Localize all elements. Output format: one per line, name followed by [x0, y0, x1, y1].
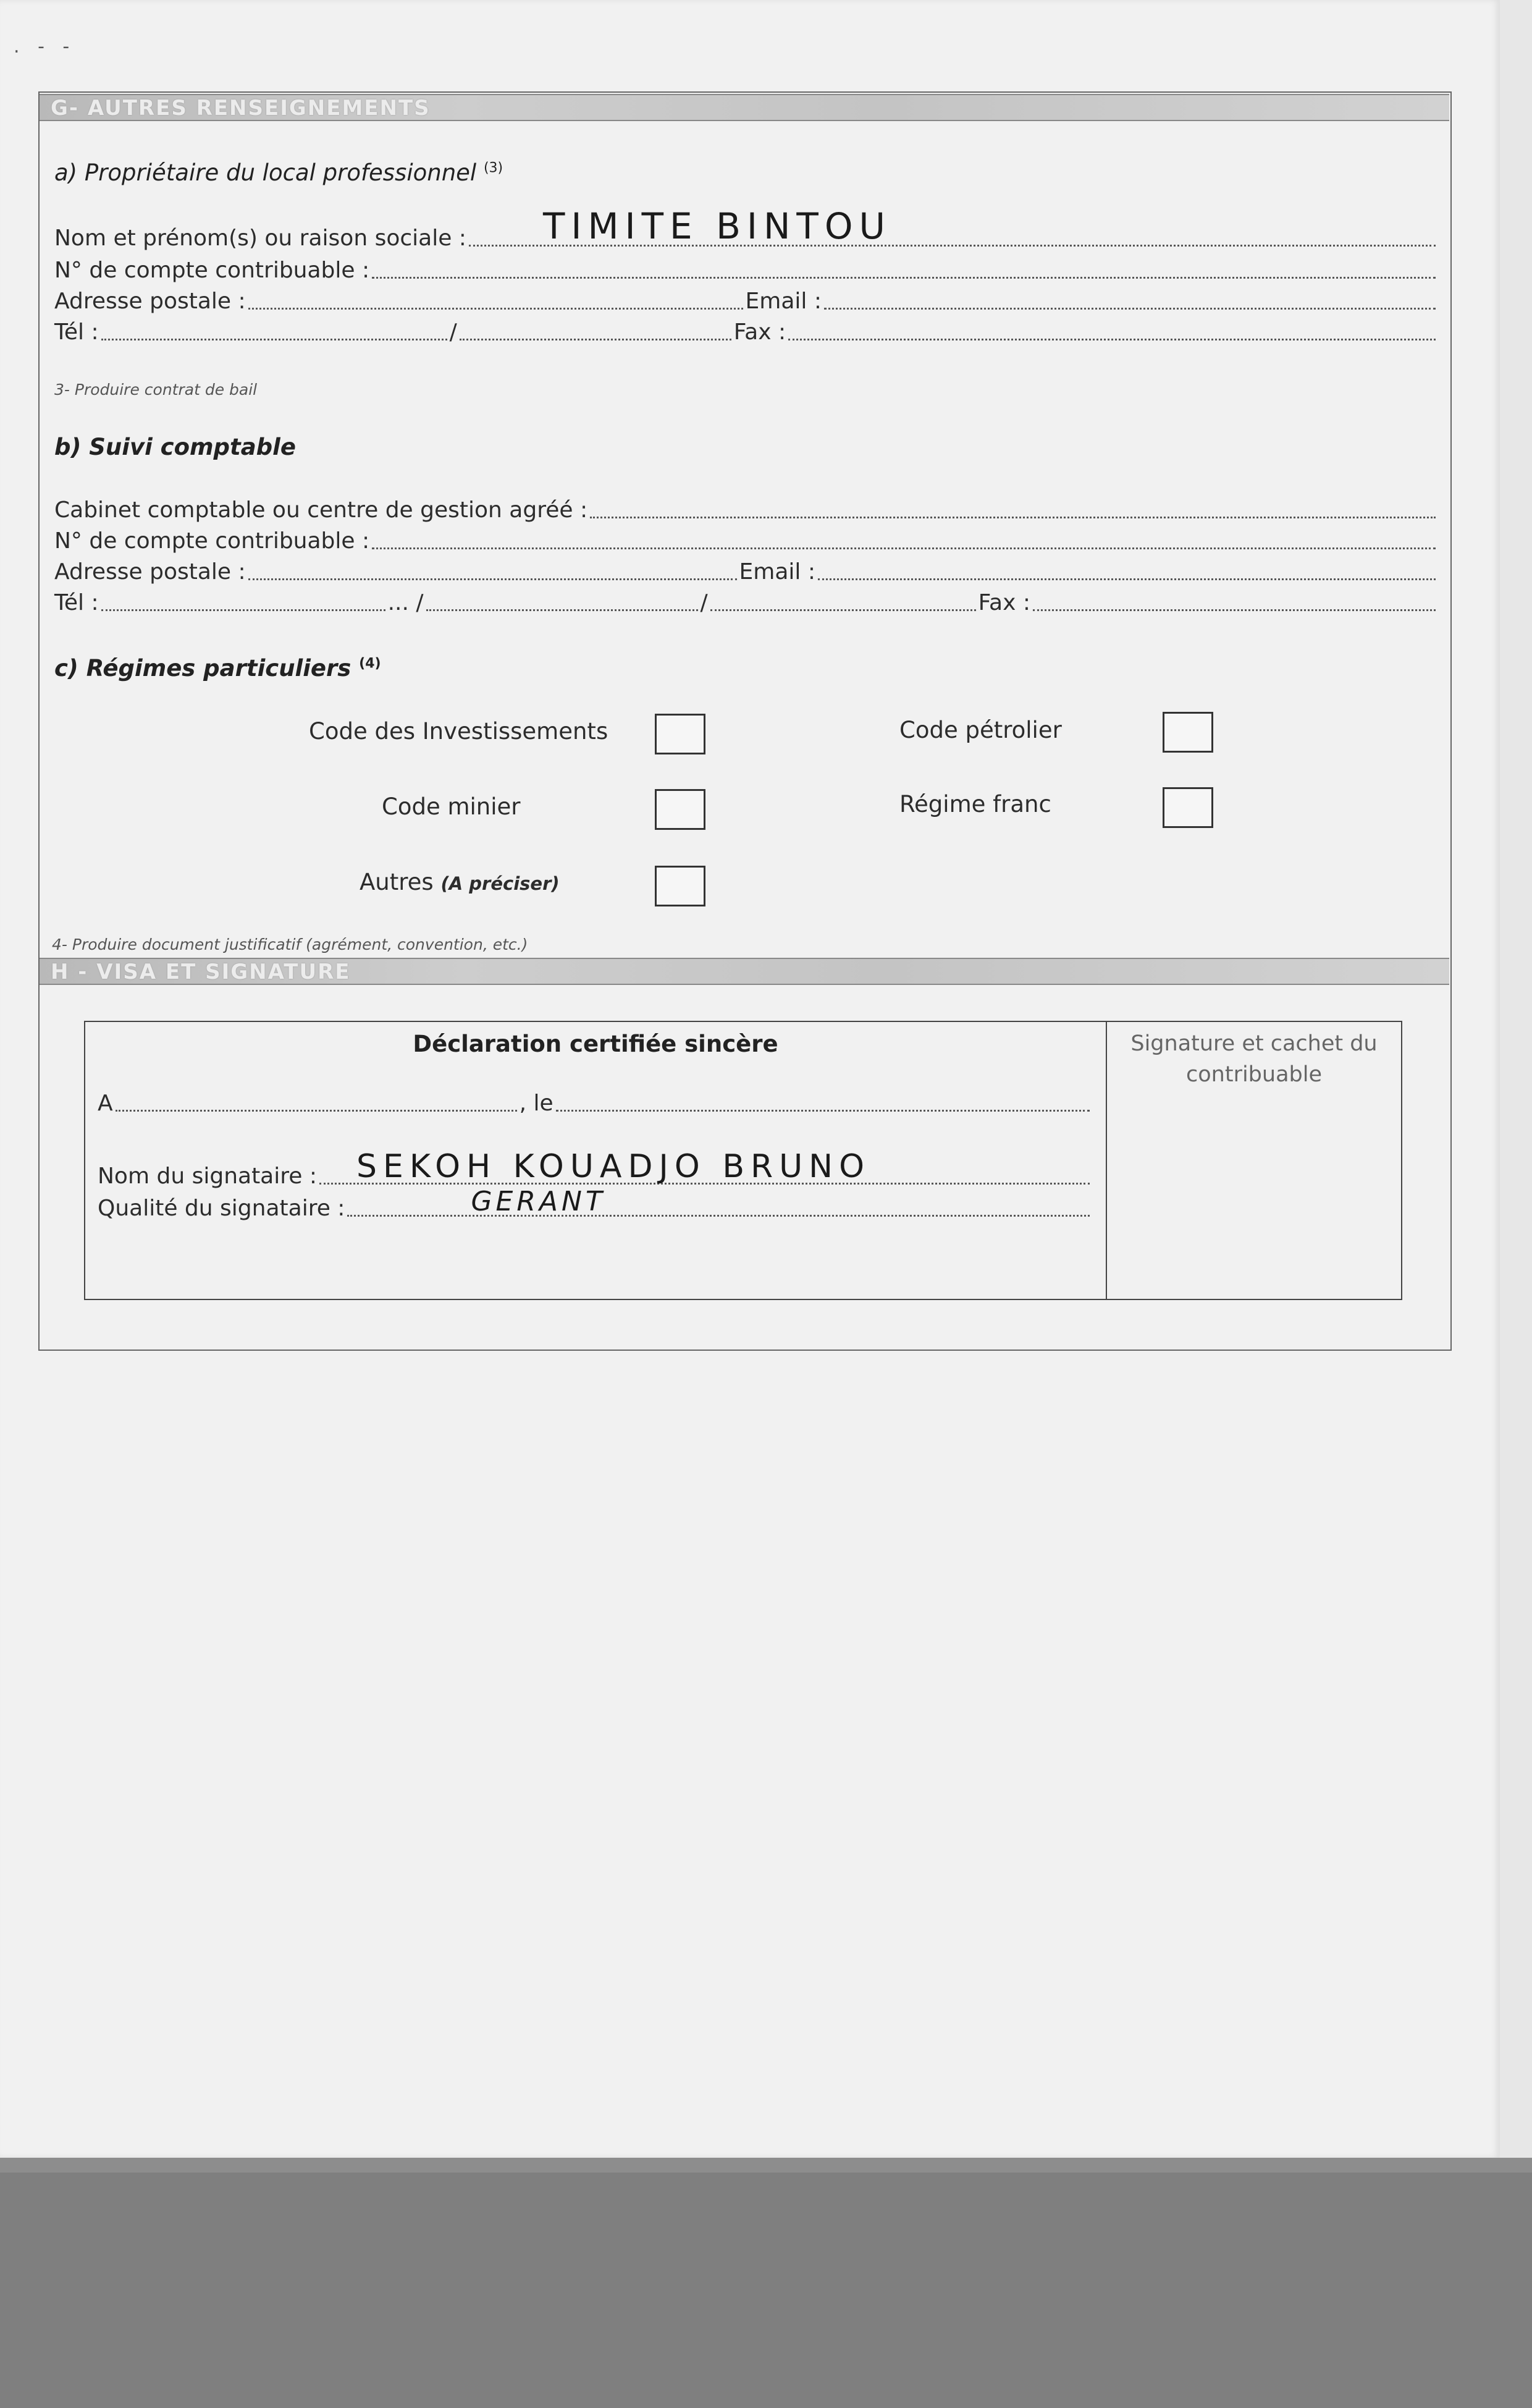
scan-shadow: [0, 2158, 1532, 2173]
owner-account-row: [54, 257, 1438, 284]
signatory-quality-value: GERANT: [471, 1186, 606, 1217]
owner-name-field[interactable]: [469, 205, 1436, 247]
accounting-address-row: [54, 559, 1438, 586]
owner-fax-label: Fax :: [733, 319, 786, 345]
owner-tel-field-2[interactable]: [460, 338, 731, 340]
owner-fax-field[interactable]: [788, 338, 1436, 340]
section-h-title: H - VISA ET SIGNATURE: [51, 960, 351, 984]
accounting-tel-label: Tél :: [54, 590, 99, 615]
regimes-heading-text: c) Régimes particuliers: [54, 655, 351, 682]
accounting-email-field[interactable]: [818, 578, 1436, 580]
scan-marks: . - -: [14, 36, 76, 57]
accounting-address-field[interactable]: [248, 578, 737, 580]
owner-email-field[interactable]: [824, 307, 1436, 310]
regime-investissements-label: Code des Investissements: [309, 718, 608, 745]
owner-email-label: Email :: [745, 289, 822, 314]
regime-petrolier-label: Code pétrolier: [899, 717, 1062, 743]
accounting-tel-row: [54, 589, 1438, 617]
section-g-header: [40, 94, 1449, 121]
date-field[interactable]: [556, 1109, 1090, 1112]
regime-petrolier-checkbox[interactable]: [1163, 712, 1213, 753]
accounting-account-label: N° de compte contribuable :: [54, 528, 370, 554]
owner-address-label: Adresse postale :: [54, 289, 246, 314]
signature-box-title: Signature et cachet du contribuable: [1130, 1031, 1378, 1087]
owner-tel-row: [54, 319, 1438, 346]
cabinet-row: [54, 497, 1438, 524]
accounting-tel-field-1[interactable]: [101, 609, 385, 611]
cabinet-label: Cabinet comptable ou centre de gestion agréé :: [54, 497, 588, 523]
accounting-tel-separator-2: /: [700, 590, 708, 615]
signatory-quality-field[interactable]: [347, 1186, 1090, 1217]
accounting-fax-label: Fax :: [978, 590, 1030, 615]
section-h-header: [40, 958, 1449, 985]
accounting-tel-separator-1: ... /: [387, 590, 424, 615]
cabinet-field[interactable]: [590, 516, 1436, 518]
regime-franc-checkbox[interactable]: [1163, 787, 1213, 828]
signatory-name-field[interactable]: [319, 1148, 1090, 1185]
accounting-heading: b) Suivi comptable: [54, 434, 296, 460]
section-g-title: G- AUTRES RENSEIGNEMENTS: [51, 96, 431, 120]
owner-account-label: N° de compte contribuable :: [54, 258, 370, 283]
place-label: A: [98, 1091, 113, 1116]
regime-investissements-checkbox[interactable]: [655, 714, 705, 754]
regime-minier-checkbox[interactable]: [655, 789, 705, 830]
owner-address-field[interactable]: [248, 307, 743, 310]
regime-autres-hint: (A préciser): [440, 873, 560, 894]
accounting-email-label: Email :: [739, 559, 815, 585]
owner-note-ref: (3): [483, 160, 503, 176]
regime-autres-checkbox[interactable]: [655, 866, 705, 906]
accounting-address-label: Adresse postale :: [54, 559, 246, 585]
regimes-note-ref: (4): [359, 656, 381, 672]
date-label: , le: [519, 1091, 553, 1116]
signatory-name-label: Nom du signataire :: [98, 1164, 317, 1189]
owner-name-label: Nom et prénom(s) ou raison sociale :: [54, 226, 466, 251]
regime-minier-label: Code minier: [382, 793, 521, 820]
regime-autres-text: Autres: [360, 869, 434, 895]
owner-name-row: [54, 205, 1438, 252]
accounting-tel-field-2[interactable]: [426, 609, 698, 611]
signatory-name-value: SEKOH KOUADJO BRUNO: [356, 1148, 871, 1185]
signature-area[interactable]: [1107, 1096, 1401, 1299]
regime-franc-label: Régime franc: [899, 791, 1051, 817]
footnote-4: 4- Produire document justificatif (agrément, convention, etc.): [52, 936, 528, 953]
owner-tel-label: Tél :: [54, 319, 99, 345]
accounting-tel-field-3[interactable]: [710, 609, 976, 611]
regime-autres-label: [360, 869, 560, 895]
owner-name-value: TIMITE BINTOU: [542, 205, 891, 247]
signatory-quality-row: [98, 1186, 1092, 1222]
footnote-3: 3- Produire contrat de bail: [54, 381, 258, 399]
declaration-title: Déclaration certifiée sincère: [413, 1031, 778, 1057]
declaration-box: [84, 1021, 1402, 1300]
accounting-account-field[interactable]: [372, 547, 1436, 549]
owner-heading-text: a) Propriétaire du local professionnel: [54, 159, 477, 186]
owner-tel-separator: /: [449, 319, 457, 345]
owner-tel-field-1[interactable]: [101, 338, 447, 340]
accounting-fax-field[interactable]: [1033, 609, 1436, 611]
place-date-row: [98, 1090, 1092, 1117]
owner-address-row: [54, 288, 1438, 315]
regimes-heading: [54, 655, 381, 682]
owner-heading: [54, 159, 503, 186]
accounting-account-row: [54, 528, 1438, 555]
owner-account-field[interactable]: [372, 276, 1436, 279]
paper-edge: [1500, 0, 1532, 2158]
signatory-quality-label: Qualité du signataire :: [98, 1196, 345, 1221]
place-field[interactable]: [116, 1109, 517, 1112]
